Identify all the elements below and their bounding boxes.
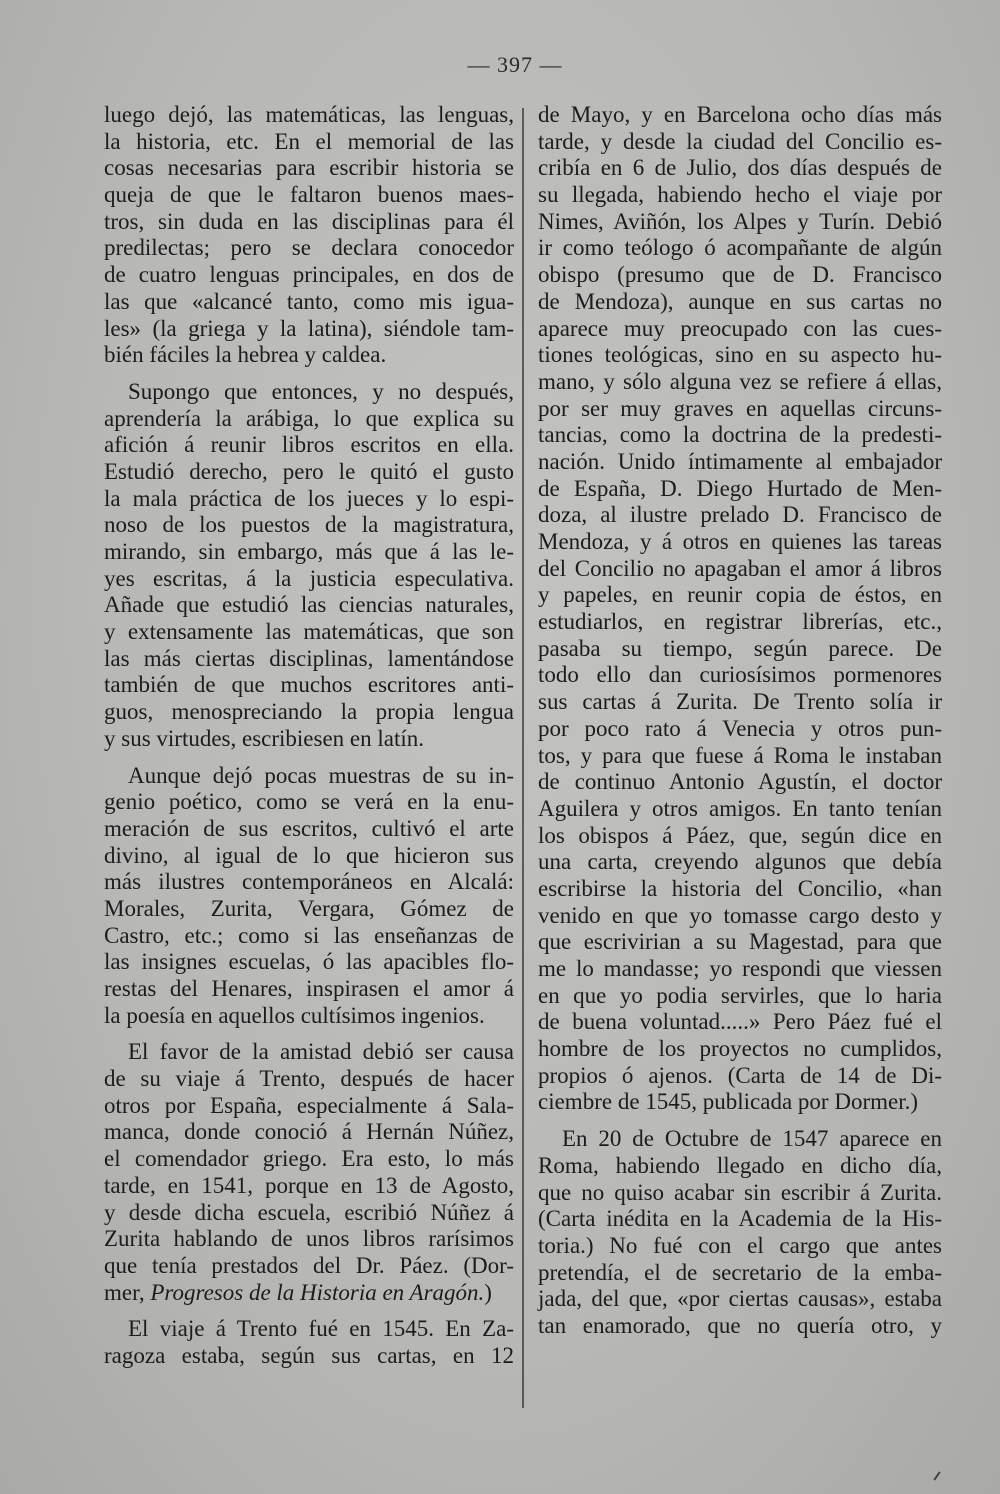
text-line: tan enamorado, que no quería otro, y xyxy=(538,1312,942,1338)
text-line: hombre de los proyectos no cumplidos, xyxy=(538,1036,942,1062)
text-line: su llegada, habiendo hecho el viaje por xyxy=(538,182,942,208)
text-line: jada, del que, «por ciertas causas», estaba xyxy=(538,1286,942,1312)
text-line: Castro, etc.; como si las enseñanzas de xyxy=(104,922,514,948)
text-line: de cuatro lenguas principales, en dos de xyxy=(104,262,514,288)
text-line: yes escritas, á la justicia especulativa. xyxy=(104,565,514,591)
text-line: En 20 de Octubre de 1547 aparece en xyxy=(562,1126,942,1152)
text-line: del Concilio no apagaban el amor á libros xyxy=(538,555,942,581)
text-line: obispo (presumo que de D. Francisco xyxy=(538,262,942,288)
text-line: las que «alcancé tanto, como mis igua- xyxy=(104,288,514,314)
text-line: Zurita hablando de unos libros rarísimos xyxy=(104,1226,514,1252)
text-line: doza, al ilustre prelado D. Francisco de xyxy=(538,502,942,528)
text-line: y extensamente las matemáticas, que son xyxy=(104,619,514,645)
text-line: cosas necesarias para escribir historia se xyxy=(104,155,514,181)
text-line: la poesía en aquellos cultísimos ingenios. xyxy=(104,1002,485,1028)
text-line: les» (la griega y la latina), siéndole tam- xyxy=(104,315,514,341)
text-line: también de que muchos escritores anti- xyxy=(104,672,514,698)
text-line: y papeles, en reunir copia de éstos, en xyxy=(538,582,942,608)
page-number: — 397 — xyxy=(467,52,563,77)
text-line: propios ó ajenos. (Carta de 14 de Di- xyxy=(538,1062,942,1088)
text-line: por poco rato á Venecia y otros pun- xyxy=(538,715,942,741)
text-line: manca, donde conoció á Hernán Núñez, xyxy=(104,1119,514,1145)
text-line: queja de que le faltaron buenos maes- xyxy=(104,182,514,208)
text-line: El favor de la amistad debió ser causa xyxy=(128,1039,514,1065)
text-line: la historia, etc. En el memorial de las xyxy=(104,128,514,154)
text-line: que escrivirian a su Magestad, para que xyxy=(538,929,942,955)
text-line: y sus virtudes, escribiesen en latín. xyxy=(104,725,425,751)
text-line: afición á reunir libros escritos en ella. xyxy=(104,432,514,458)
text-line: aparece muy preocupado con las cues- xyxy=(538,315,942,341)
text-line: genio poético, como se verá en la enu- xyxy=(104,789,514,815)
text-line: que tenía prestados del Dr. Páez. (Dor- xyxy=(104,1252,514,1278)
column-divider xyxy=(522,108,524,1408)
text-line: Mendoza, y á otros en quienes las tareas xyxy=(538,529,942,554)
text-line: de continuo Antonio Agustín, el doctor xyxy=(538,769,942,795)
text-line: por ser muy graves en aquellas circuns- xyxy=(538,395,942,421)
text-line: restas del Henares, inspirasen el amor á xyxy=(104,976,514,1001)
text-line: y desde dicha escuela, escribió Núñez á xyxy=(104,1199,514,1225)
text-line: venido en que yo tomasse cargo desto y xyxy=(538,902,942,928)
text-line: de España, D. Diego Hurtado de Men- xyxy=(538,475,942,501)
text-line: las insignes escuelas, ó las apacibles flo- xyxy=(104,949,514,975)
text-line: estudiarlos, en registrar librerías, etc., xyxy=(538,609,942,635)
text-line: las más ciertas disciplinas, lamentándose xyxy=(104,645,514,671)
text-line: aprendería la arábiga, lo que explica su xyxy=(104,405,514,431)
text-line: de Mayo, y en Barcelona ocho días más xyxy=(538,102,942,127)
text-line: (Carta inédita en la Academia de la His- xyxy=(538,1206,942,1232)
text-line: bién fáciles la hebrea y caldea. xyxy=(104,342,387,368)
text-line: me lo mandasse; yo respondi que viessen xyxy=(538,956,942,981)
text-line: escribirse la historia del Concilio, «han xyxy=(538,875,942,901)
text-line: mirando, sin embargo, más que á las le- xyxy=(104,539,514,564)
text-line: El viaje á Trento fué en 1545. En Za- xyxy=(128,1316,514,1342)
text-line: todo ello dan curiosísimos pormenores xyxy=(538,662,942,688)
stray-mark xyxy=(933,1471,940,1480)
text-line: mer, Progresos de la Historia en Aragón.) xyxy=(104,1279,492,1305)
text-line: ir como teólogo ó acompañante de algún xyxy=(538,235,942,261)
text-line: noso de los puestos de la magistratura, xyxy=(104,512,514,538)
text-line: de su viaje á Trento, después de hacer xyxy=(104,1066,514,1092)
text-line: Roma, habiendo llegado en dicho día, xyxy=(538,1152,942,1178)
text-line: Aunque dejó pocas muestras de su in- xyxy=(128,762,514,788)
text-line: los obispos á Páez, que, según dice en xyxy=(538,822,942,848)
left-column xyxy=(104,102,514,1370)
text-line: tarde, en 1541, porque en 13 de Agosto, xyxy=(104,1172,514,1198)
text-line: tos, y para que fuese á Roma le instaban xyxy=(538,742,942,768)
text-line: ragoza estaba, según sus cartas, en 12 xyxy=(104,1342,514,1368)
text-line: en que yo podia servirles, que lo haria xyxy=(538,982,942,1008)
right-column xyxy=(538,102,942,1340)
text-line: nación. Unido íntimamente al embajador xyxy=(538,448,942,474)
text-line: meración de sus escritos, cultivó el arte xyxy=(104,815,514,841)
text-line: cribía en 6 de Julio, dos días después de xyxy=(538,155,942,181)
text-line: una carta, creyendo algunos que debía xyxy=(538,849,942,875)
text-line: la mala práctica de los jueces y lo espi- xyxy=(104,485,514,511)
text-line: mano, y sólo alguna vez se refiere á ellas, xyxy=(538,368,942,394)
text-line: tarde, y desde la ciudad del Concilio es- xyxy=(538,128,942,154)
text-line: más ilustres contemporáneos en Alcalá: xyxy=(104,869,514,895)
text-line: tancias, como la doctrina de la predesti- xyxy=(538,422,942,448)
text-line: guos, menospreciando la propia lengua xyxy=(104,699,514,725)
text-line: Aguilera y otros amigos. En tanto tenían xyxy=(538,795,942,821)
text-line: Nimes, Aviñón, los Alpes y Turín. Debió xyxy=(538,208,942,234)
text-line: pretendía, el de secretario de la emba- xyxy=(538,1259,942,1285)
text-line: de buena voluntad.....» Pero Páez fué el xyxy=(538,1009,942,1035)
text-line: divino, al igual de lo que hicieron sus xyxy=(104,842,514,868)
text-line: ciembre de 1545, publicada por Dormer.) xyxy=(538,1089,919,1115)
text-line: otros por España, especialmente á Sala- xyxy=(104,1092,514,1118)
text-line: pasaba su tiempo, según parece. De xyxy=(538,635,942,661)
text-line: sus cartas á Zurita. De Trento solía ir xyxy=(538,689,942,715)
text-line: luego dejó, las matemáticas, las lenguas, xyxy=(104,102,514,127)
book-title: Progresos de la Historia en Aragón. xyxy=(150,1279,485,1305)
text-line: toria.) No fué con el cargo que antes xyxy=(538,1232,942,1258)
text-line: Estudió derecho, pero le quitó el gusto xyxy=(104,458,514,484)
text-line: Supongo que entonces, y no después, xyxy=(128,378,514,404)
text-line: el comendador griego. Era esto, lo más xyxy=(104,1146,514,1172)
text-line: Añade que estudió las ciencias naturales, xyxy=(104,592,514,618)
text-line: Morales, Zurita, Vergara, Gómez de xyxy=(104,895,514,921)
text-line: de Mendoza), aunque en sus cartas no xyxy=(538,288,942,314)
text-line: predilectas; pero se declara conocedor xyxy=(104,235,514,261)
text-line: tiones teológicas, sino en su aspecto hu- xyxy=(538,342,942,368)
text-line: tros, sin duda en las disciplinas para él xyxy=(104,208,514,234)
text-line: que no quiso acabar sin escribir á Zurita. xyxy=(538,1179,942,1205)
